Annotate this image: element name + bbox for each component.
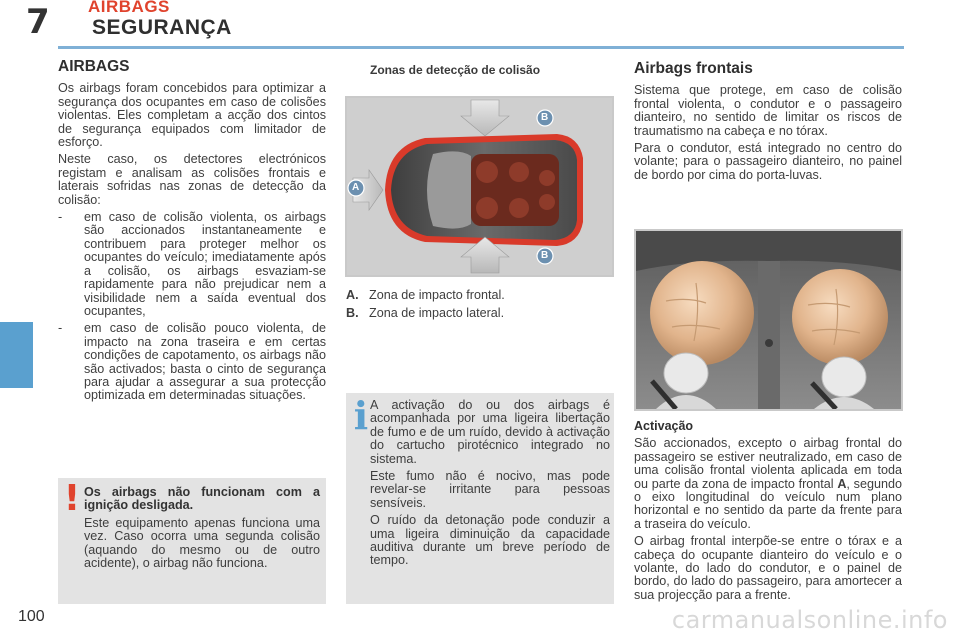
callout-label-b-bottom: B: [541, 250, 549, 261]
callout-label-a: A: [352, 182, 360, 193]
info-paragraph-2: Este fumo não é nocivo, mas pode revelar-se irritante para pessoas sensíveis.: [370, 469, 610, 510]
legend-text: Zona de impacto frontal.: [369, 288, 505, 302]
chapter-side-tab: [0, 322, 33, 388]
deployed-airbags-illustration: [636, 231, 901, 409]
info-paragraph-1: A activação do ou dos airbags é acompanhada por uma ligeira libertação de fumo e de um ruído, devido à activação do cartucho pirotécnico integrado no sistema.: [370, 398, 610, 466]
right-paragraph-4: O airbag frontal interpõe-se entre o tórax e a cabeça do ocupante dianteiro do veículo e o volante, do lado do condutor, e o painel de bordo, do lado do passageiro, para amortecer a sua projecção para a frente.: [634, 534, 902, 602]
list-item: [58, 211, 326, 318]
activation-text-start: São accionados, excepto o airbag frontal do passageiro se estiver neutralizado, em caso de uma colisão frontal violenta aplicada em toda ou parte da zona de impacto frontal: [634, 436, 902, 491]
header-rule: [58, 46, 904, 49]
car-top-view-illustration: [347, 98, 612, 275]
legend-key: A.: [346, 288, 359, 302]
activation-title: Activação: [634, 419, 694, 433]
page-number: 100: [18, 608, 45, 625]
info-paragraph-3: O ruído da detonação pode conduzir a uma ligeira diminuição da capacidade auditiva durante um breve período de tempo.: [370, 513, 610, 568]
chapter-number: 7: [26, 2, 50, 42]
list-item: [346, 286, 505, 304]
warning-text: [84, 486, 320, 574]
footer-watermark-url: carmanualsonline.info: [671, 606, 948, 634]
warning-box: [58, 478, 326, 604]
bullet-text: em caso de colisão pouco violenta, de impacto na zona traseira e em certas condições de capotamento, os airbags não são activados; basta o cinto de segurança para ajudar a assegurar a sua protecção optimizada em determinadas situações.: [84, 321, 326, 403]
chapter-title: SEGURANÇA: [92, 16, 232, 39]
right-column-top: [634, 62, 902, 186]
right-column-bottom: [634, 420, 902, 606]
section-title-frontal-airbags: Airbags frontais: [634, 60, 753, 77]
bullet-text: em caso de colisão violenta, os airbags são accionados instantaneamente e contribuem para proteger melhor os ocupantes do veículo; imediatamente após a colisão, os airbags esvaziam-se rapidamente para não prejudicar nem a visibilidade nem a saída eventual dos ocupantes,: [84, 210, 326, 318]
warning-body-text: Este equipamento apenas funciona uma vez. Caso ocorra uma segunda colisão (aquando do mesmo ou de outro acidente), o airbag não funciona.: [84, 515, 320, 571]
car-detection-zones-figure: [345, 96, 614, 277]
activation-zone-key: A: [837, 476, 847, 491]
legend-text: Zona de impacto lateral.: [369, 306, 505, 320]
warning-bold-text: Os airbags não funcionam com a ignição desligada.: [84, 485, 320, 513]
right-paragraph-2: Para o condutor, está integrado no centro do volante; para o passageiro dianteiro, no painel de bordo por cima do porta-luvas.: [634, 141, 902, 182]
right-paragraph-3: [634, 437, 902, 531]
info-text: [370, 399, 610, 572]
right-paragraph-1: Sistema que protege, em caso de colisão frontal violenta, o condutor e o passageiro dianteiro, no sentido de limitar os riscos de traumatismo na cabeça e no tórax.: [634, 83, 902, 138]
bullet-dash: -: [58, 321, 63, 336]
info-box: [346, 393, 614, 604]
figure-legend: [346, 286, 505, 322]
left-column: [58, 60, 326, 407]
section-title-airbags: AIRBAGS: [58, 58, 130, 75]
bullet-dash: -: [58, 210, 63, 225]
callout-label-b-top: B: [541, 112, 549, 123]
figure-title: Zonas de detecção de colisão: [370, 63, 541, 77]
warning-icon: !: [63, 478, 81, 519]
chapter-tag: AIRBAGS: [88, 0, 170, 16]
list-item: [58, 322, 326, 402]
info-icon: i: [353, 393, 369, 438]
legend-key: B.: [346, 306, 359, 320]
list-item: [346, 304, 505, 322]
left-paragraph-1: Os airbags foram concebidos para optimizar a segurança dos ocupantes em caso de colisões violentas. Eles completam a acção dos cintos de segurança equipados com limitador de esforço.: [58, 81, 326, 150]
frontal-airbags-figure: [634, 229, 903, 411]
activation-text-end: , segundo o eixo longitudinal do veículo num plano horizontal e no sentido da parte da frente para a traseira do veículo.: [634, 476, 902, 531]
left-paragraph-2: Neste caso, os detectores electrónicos registam e analisam as colisões frontais e laterais sofridas nas zonas de detecção da colisão:: [58, 152, 326, 207]
